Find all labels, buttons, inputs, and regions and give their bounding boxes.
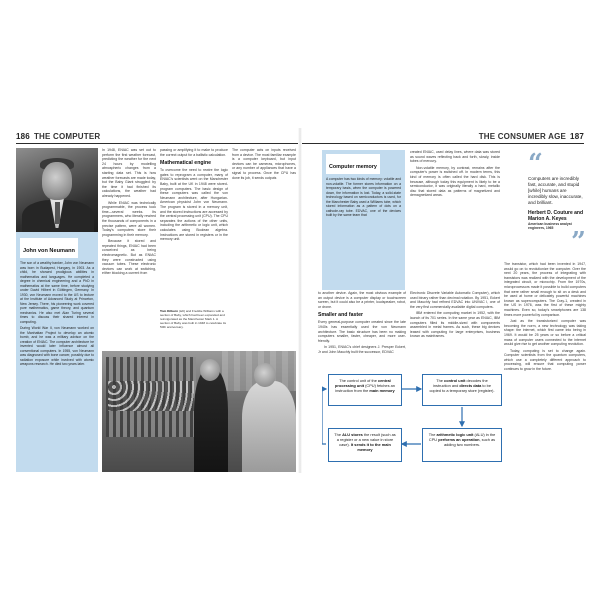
quote-author: Herbert D. Couture and Marion A. Keyes xyxy=(528,210,584,222)
von-neumann-cycle-diagram xyxy=(322,372,584,472)
caption-text: (left) and Freddie Williams with a section of Baby, which had been expanded and reinvigorated as the Manchester Mark 1. A section of Baby was built in 1948 to celebrate its 50th anniversary. xyxy=(160,309,227,329)
manchester-baby-photo xyxy=(102,351,296,472)
memory-box-title: Computer memory xyxy=(329,164,377,170)
section-subhead: Smaller and faster xyxy=(318,312,363,319)
body-paragraph: The computer acts on inputs received from a device. The most familiar example is a computer keyboard, but input devices can be cameras, microphones, or any number of appliances that have a signal to process. Once the CPU has done its job, it sends outputs xyxy=(232,148,296,180)
left-column-3 xyxy=(232,148,296,348)
body-paragraph: Every general-purpose computer created since the late 1940s has essentially used the von Neumann architecture. The basic structure has been no making computers smaller, faster, cheaper, and more user-friendly. xyxy=(318,320,406,343)
caption-lead: Tom Kilburn xyxy=(160,309,178,313)
left-header-rule xyxy=(16,143,298,144)
diagram-step-fetch: The control unit of the central processing unit (CPU) fetches an instruction from the main memory xyxy=(328,374,402,406)
book-gutter xyxy=(298,128,302,473)
biography-paragraph: During World War II, von Neumann worked on the Manhattan Project to develop an atomic bomb, and he was a military advisor on the creation of ENIAC. The computer architecture he invented would later influence almost all conventional computers. In 1955, von Neumann was diagnosed with bone cancer, possibly due to radiation exposure while involved with atomic weapons research. He died two years later. xyxy=(20,326,94,366)
body-paragraph: created ENIAC, used delay lines, where data was stored as sound waves reflecting back and forth, slowly, inside tubes of mercury. xyxy=(410,150,500,164)
left-page-number: 186 xyxy=(16,131,30,141)
arrow-loop-icon xyxy=(322,389,326,444)
memory-box-text: A computer has two kinds of memory: volatile and non-volatile. The former stores information on a temporary basis, when the computer is powered down, the information is lost. Today, a solid-state technology based on semiconductors is used, for the Manchester Baby used a Williams tube, which stored information as a pattern of dots on a cathode-ray tube. EDVAC, one of the devices built by the same team that xyxy=(326,177,401,217)
photo-caption xyxy=(160,309,228,329)
left-running-title: THE COMPUTER xyxy=(33,131,101,141)
quote-text: Computers are incredibly fast, accurate, and stupid [while] humans are incredibly slow, inaccurate, and brilliant. xyxy=(528,176,583,205)
diagram-step-decode: The control unit decodes the instruction and directs data to be copied to a temporary store (register). xyxy=(422,374,502,406)
left-column-2 xyxy=(160,148,228,306)
right-column-2 xyxy=(410,150,500,290)
right-column-3 xyxy=(410,291,500,369)
right-header-rule xyxy=(302,143,584,144)
diagram-step-store: The ALU stores the result (such as a register or a new value in store case). It sends it to the main memory xyxy=(328,428,402,462)
quote-author-role: American business analyst engineers, 1965 xyxy=(528,222,572,230)
body-paragraph: Just as the transistorized computer was becoming the norm, a new technology was taking shape: the internet, which first came into being in 1969. It would be 25 years or so before a critical mass of computer users connected to the internet would give rise to get another computing revolution. xyxy=(504,319,586,347)
body-paragraph: IBM entered the computing market in 1952, with the launch of its 701 series. In the same year as ENIAC, IBM computers filled its middle-sized with components assembled in metal frames. As such, these big devices leased with computing for large enterprises, business known as mainframes. xyxy=(410,311,500,339)
body-paragraph: to another device. Again, the most obvious example of an output device is a computer display or touchscreen screen, but it could also be a printer, loudspeaker, robot, or drone. xyxy=(318,291,406,309)
von-neumann-portrait xyxy=(16,148,98,232)
pull-quote xyxy=(528,149,586,258)
close-quote-icon: ” xyxy=(571,227,586,257)
body-paragraph: Electronic Discrete Variable Automatic Computer), which used binary rather than decimal notation. By 1951, Eckert and Mauchly had refined EDVAC into UNIVAC I, one of the very first commercially available digital computers. xyxy=(410,291,500,309)
body-paragraph: While ENIAC was technically programmable, the process took time—several weeks. Its programmers, who literally rewired the thousands of components in a precise pattern, were all women. Today's computers store their programming in their memory. xyxy=(102,200,156,237)
left-column-1 xyxy=(102,148,156,348)
right-page-number: 187 xyxy=(570,131,584,141)
body-paragraph: Because it stored and repeated things, ENIAC had been conceived as being electromagnetic. But as ENIAC they were constructed using vacuum tubes. These electronic devices can work at switching, either blocking a current from xyxy=(102,239,156,276)
diagram-step-execute: The arithmetic logic unit (ALU) in the CPU performs an operation, such as adding two numbers. xyxy=(422,428,502,462)
body-paragraph: The transistor, which had been invented in 1947, would go on to revolutionize the computer. Over the next 20 years, the process of integrating with transistors was realized with the development of the integrated circuit, or microchip. From the 1970s, microprocessors made it possible to build computers that were rather small enough to sit on a desk and be used at home or delicately powerful machines known as supercomputers. The Cray-1, created in the US in 1976, was the first of these mighty machines. Even so, today's smartphones are 138 times more powerful by comparison. xyxy=(504,262,586,317)
body-paragraph: Non-volatile memory, by contrast, remains after the computer's power is switched off. In modern terms, this kind of memory is often called the hard disk. This is because, although today this equipment is likely to be a semiconductor, it was originally literally a hard, metallic disc that stored data as patterns of magnetized and demagnetized areas. xyxy=(410,165,500,198)
body-paragraph: Today, computing is set to change again. Computer scientists from the quantum computers, which use a completely different approach to processing, will ensure that computing power continues to grow in the future. xyxy=(504,348,586,372)
body-paragraph: passing or amplifying it to make to produce the correct output for a ballistic calculation. xyxy=(160,148,228,157)
body-paragraph: To overcome the need to rewire the logic gates to reprogram a computer, many of ENIAC's scientists went on the Manchester Baby, built at the UK in 1948 were stored-program computers. The basic design of these computers was called the von Neumann architecture, after Hungarian-American physicist John von Neumann. The program is stored in a memory unit, and the stored instructions are accessed by the central processing unit (CPU). The CPU separates the actions of the other units, including the arithmetic or logic unit, which calculates using Boolean algebra. Instructions are stored in registers or in the memory unit. xyxy=(160,168,228,242)
biography-title: John von Neumann xyxy=(23,248,75,254)
computer-memory-box xyxy=(322,150,405,290)
right-column-1 xyxy=(318,291,406,369)
open-quote-icon: “ xyxy=(528,149,543,179)
biography-paragraph: The son of a wealthy banker, John von Neumann was born in Budapest, Hungary, in 1903. As a child, he showed prodigious abilities in mathematics and languages. He completed a degree in chemical engineering and a PhD in mathematics at the same time, before studying under David Hilbert in Göttingen, Germany. In 1930, von Neumann moved to the US to lecture at the Institute of Advanced Study at Princeton, New Jersey. There, his pioneering work covered pure mathematics, game theory, and quantum mechanics. He also met Alan Turing several times to discuss their shared interest in computing. xyxy=(20,261,94,324)
biography-text xyxy=(20,261,94,367)
section-subhead: Mathematical engine xyxy=(160,160,212,167)
body-paragraph: In 1951, ENIAC's chief designers J. Presper Eckert, Jr and John Mauchly built the successor, EDVAC xyxy=(318,345,406,354)
right-running-title: THE CONSUMER AGE xyxy=(478,131,567,141)
body-paragraph: In 1948, ENIAC was set out to perform the first weather forecast, predicting the weather for the next 24 hours by modelling atmospheric changes from a starting data set. This is how weather forecasts are made today, but the Baby Giant struggled: by the time it had finished its calculations, the weather had already happened. xyxy=(102,148,156,198)
biography-box xyxy=(16,232,98,472)
left-page-header xyxy=(16,131,296,141)
right-page-header xyxy=(302,131,584,141)
